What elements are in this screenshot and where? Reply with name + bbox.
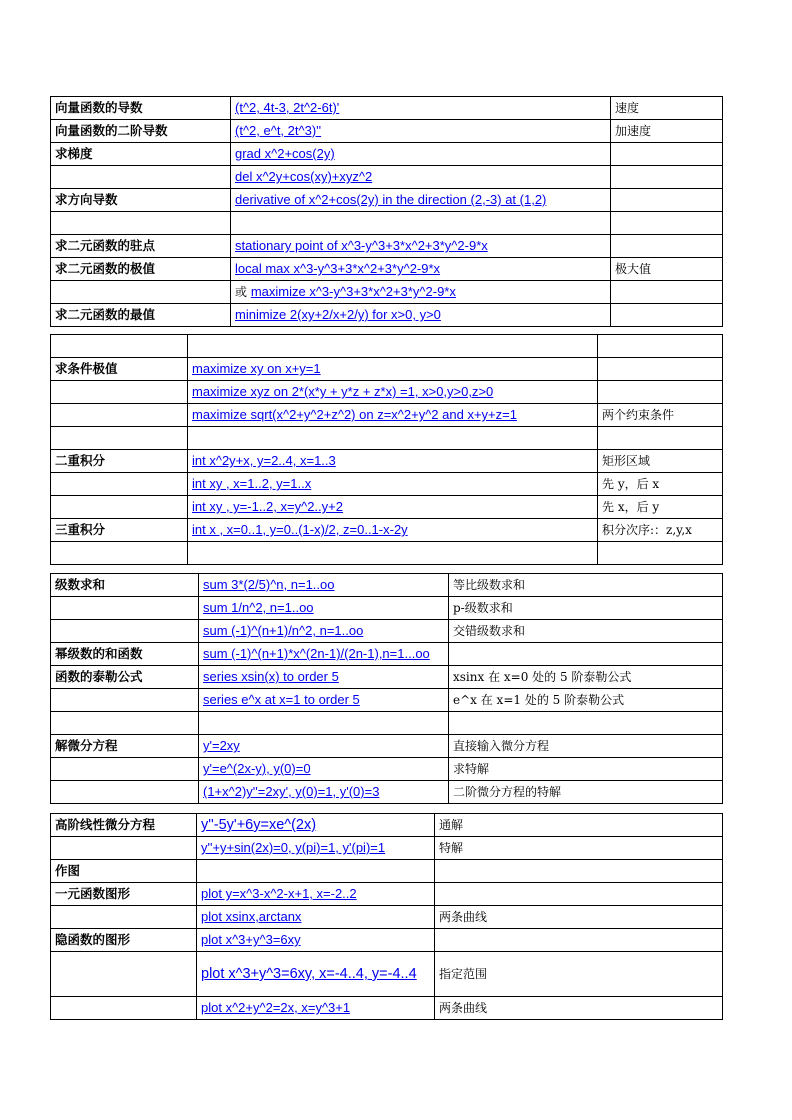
command-link[interactable]: sum 1/n^2, n=1..oo (203, 600, 314, 615)
note-cell: 等比级数求和 (449, 574, 723, 597)
topic-label (51, 906, 197, 929)
command-cell (188, 473, 598, 496)
command-link[interactable]: plot x^2+y^2=2x, x=y^3+1 (201, 1000, 351, 1015)
table-row (51, 166, 723, 189)
command-link[interactable]: (1+x^2)y''=2xy', y(0)=1, y'(0)=3 (203, 784, 380, 799)
topic-label (51, 758, 199, 781)
command-cell (231, 235, 611, 258)
note-cell: 加速度 (611, 120, 723, 143)
table-row (51, 120, 723, 143)
note-cell: 两条曲线 (435, 997, 723, 1020)
note-cell (611, 304, 723, 327)
note-cell: 通解 (435, 814, 723, 837)
table-row (51, 473, 723, 496)
command-cell (231, 143, 611, 166)
command-link[interactable]: (t^2, e^t, 2t^3)'' (235, 123, 322, 138)
command-cell (199, 574, 449, 597)
command-cell (188, 404, 598, 427)
note-cell (598, 381, 723, 404)
topic-label: 求梯度 (51, 143, 231, 166)
command-link[interactable]: plot x^3+y^3=6xy, x=-4..4, y=-4..4 (201, 966, 417, 982)
command-link[interactable]: series xsin(x) to order 5 (203, 669, 339, 684)
table-vector-calculus (50, 96, 723, 327)
topic-label (51, 212, 231, 235)
table-row (51, 735, 723, 758)
command-cell (197, 860, 435, 883)
note-cell (611, 189, 723, 212)
table-row (51, 952, 723, 997)
command-cell (231, 189, 611, 212)
table-row (51, 235, 723, 258)
command-cell (188, 542, 598, 565)
command-link[interactable]: int xy , y=-1..2, x=y^2..y+2 (192, 499, 343, 514)
table-row (51, 906, 723, 929)
note-cell (435, 860, 723, 883)
table-row (51, 712, 723, 735)
command-link[interactable]: int x^2y+x, y=2..4, x=1..3 (192, 453, 336, 468)
command-link[interactable]: int xy , x=1..2, y=1..x (192, 476, 312, 491)
note-cell: 矩形区域 (598, 450, 723, 473)
table-row (51, 519, 723, 542)
command-cell (199, 689, 449, 712)
note-cell: 两个约束条件 (598, 404, 723, 427)
topic-label: 求条件极值 (51, 358, 188, 381)
command-link[interactable]: derivative of x^2+cos(2y) in the direction (2,-3) at (1,2) (235, 192, 547, 207)
topic-label (51, 427, 188, 450)
note-cell (449, 643, 723, 666)
topic-label: 隐函数的图形 (51, 929, 197, 952)
command-cell (197, 814, 435, 837)
command-link[interactable]: series e^x at x=1 to order 5 (203, 692, 360, 707)
table-row (51, 574, 723, 597)
note-cell (598, 427, 723, 450)
note-cell: 求特解 (449, 758, 723, 781)
topic-label (51, 837, 197, 860)
command-cell (231, 281, 611, 304)
table-row (51, 381, 723, 404)
command-cell (199, 758, 449, 781)
command-cell (199, 643, 449, 666)
command-link[interactable]: plot xsinx,arctanx (201, 909, 302, 924)
command-cell (188, 496, 598, 519)
command-cell (188, 381, 598, 404)
table-row (51, 542, 723, 565)
note-cell (611, 235, 723, 258)
command-link[interactable]: minimize 2(xy+2/x+2/y) for x>0, y>0 (235, 307, 441, 322)
note-cell (598, 358, 723, 381)
topic-label: 三重积分 (51, 519, 188, 542)
command-cell (197, 906, 435, 929)
topic-label (51, 473, 188, 496)
topic-label: 一元函数图形 (51, 883, 197, 906)
note-cell: 积分次序:：z,y,x (598, 519, 723, 542)
table-row (51, 143, 723, 166)
command-link[interactable]: del x^2y+cos(xy)+xyz^2 (235, 169, 373, 184)
note-cell: e^x 在 x=1 处的 5 阶泰勒公式 (449, 689, 723, 712)
topic-label (51, 597, 199, 620)
command-cell (197, 837, 435, 860)
table-row (51, 597, 723, 620)
topic-label: 求方向导数 (51, 189, 231, 212)
or-prefix: 或 (235, 285, 251, 299)
topic-label (51, 620, 199, 643)
table-row (51, 212, 723, 235)
note-cell (435, 883, 723, 906)
note-cell: 直接输入微分方程 (449, 735, 723, 758)
command-link[interactable]: maximize xy on x+y=1 (192, 361, 321, 376)
topic-label: 二重积分 (51, 450, 188, 473)
command-cell (231, 166, 611, 189)
table-row (51, 335, 723, 358)
note-cell: 特解 (435, 837, 723, 860)
table-row (51, 620, 723, 643)
command-link[interactable]: sum 3*(2/5)^n, n=1..oo (203, 577, 335, 592)
command-link[interactable]: y'=2xy (203, 738, 240, 753)
note-cell: p-级数求和 (449, 597, 723, 620)
topic-label (51, 542, 188, 565)
command-cell (197, 929, 435, 952)
command-link[interactable]: local max x^3-y^3+3*x^2+3*y^2-9*x (235, 261, 441, 276)
table-row (51, 450, 723, 473)
command-link[interactable]: stationary point of x^3-y^3+3*x^2+3*y^2-9*x (235, 238, 488, 253)
table-row (51, 281, 723, 304)
command-cell (188, 450, 598, 473)
note-cell (435, 929, 723, 952)
command-link[interactable]: maximize xyz on 2*(x*y + y*z + z*x) =1, x>0,y>0,z>0 (192, 384, 494, 399)
topic-label: 高阶线性微分方程 (51, 814, 197, 837)
command-cell (231, 304, 611, 327)
topic-label (51, 404, 188, 427)
command-link[interactable]: y''+y+sin(2x)=0, y(pi)=1, y'(pi)=1 (201, 840, 386, 855)
table-row (51, 643, 723, 666)
command-cell (199, 597, 449, 620)
command-cell (188, 427, 598, 450)
note-cell (611, 212, 723, 235)
topic-label (51, 997, 197, 1020)
topic-label: 幂级数的和函数 (51, 643, 199, 666)
command-link[interactable]: plot y=x^3-x^2-x+1, x=-2..2 (201, 886, 357, 901)
topic-label: 函数的泰勒公式 (51, 666, 199, 689)
topic-label: 向量函数的导数 (51, 97, 231, 120)
command-cell (188, 358, 598, 381)
table-row (51, 97, 723, 120)
table-linear-ode-plotting (50, 813, 723, 1020)
command-link[interactable]: maximize x^3-y^3+3*x^2+3*y^2-9*x (250, 284, 456, 299)
table-row (51, 258, 723, 281)
note-cell: 先 y，后 x (598, 473, 723, 496)
table-row (51, 883, 723, 906)
note-cell: 速度 (611, 97, 723, 120)
command-link[interactable]: sum (-1)^(n+1)/n^2, n=1..oo (203, 623, 364, 638)
topic-label: 向量函数的二阶导数 (51, 120, 231, 143)
topic-label (51, 952, 197, 997)
topic-label: 级数求和 (51, 574, 199, 597)
note-cell: 两条曲线 (435, 906, 723, 929)
topic-label: 求二元函数的最值 (51, 304, 231, 327)
note-cell (598, 335, 723, 358)
note-cell (611, 166, 723, 189)
table-row (51, 427, 723, 450)
table-row (51, 837, 723, 860)
note-cell: 先 x，后 y (598, 496, 723, 519)
command-link[interactable]: grad x^2+cos(2y) (235, 146, 335, 161)
command-cell (188, 519, 598, 542)
table-row (51, 781, 723, 804)
note-cell (449, 712, 723, 735)
command-cell (188, 335, 598, 358)
table-row (51, 997, 723, 1020)
note-cell: 指定范围 (435, 952, 723, 997)
command-link[interactable]: y'=e^(2x-y), y(0)=0 (203, 761, 311, 776)
command-cell (231, 258, 611, 281)
note-cell: 极大值 (611, 258, 723, 281)
table-extrema-integrals (50, 334, 723, 565)
note-cell: 交错级数求和 (449, 620, 723, 643)
table-row (51, 189, 723, 212)
command-link[interactable]: (t^2, 4t-3, 2t^2-6t)' (235, 100, 340, 115)
topic-label: 求二元函数的极值 (51, 258, 231, 281)
table-row (51, 666, 723, 689)
topic-label (51, 381, 188, 404)
command-cell (197, 883, 435, 906)
topic-label (51, 166, 231, 189)
table-row (51, 758, 723, 781)
topic-label (51, 496, 188, 519)
note-cell: xsinx 在 x=0 处的 5 阶泰勒公式 (449, 666, 723, 689)
topic-label (51, 281, 231, 304)
note-cell (598, 542, 723, 565)
command-cell (197, 952, 435, 997)
command-link[interactable]: y''-5y'+6y=xe^(2x) (201, 817, 317, 833)
command-cell (199, 735, 449, 758)
command-cell (199, 620, 449, 643)
table-row (51, 358, 723, 381)
table-row (51, 304, 723, 327)
command-cell (199, 781, 449, 804)
topic-label (51, 781, 199, 804)
table-row (51, 404, 723, 427)
topic-label (51, 335, 188, 358)
note-cell (611, 143, 723, 166)
command-link[interactable]: maximize sqrt(x^2+y^2+z^2) on z=x^2+y^2 and x+y+z=1 (192, 407, 517, 422)
note-cell (611, 281, 723, 304)
command-cell (197, 997, 435, 1020)
command-link[interactable]: int x , x=0..1, y=0..(1-x)/2, z=0..1-x-2y (192, 522, 408, 537)
command-cell (199, 712, 449, 735)
note-cell: 二阶微分方程的特解 (449, 781, 723, 804)
topic-label (51, 712, 199, 735)
table-row (51, 814, 723, 837)
table-row (51, 860, 723, 883)
table-row (51, 496, 723, 519)
table-row (51, 689, 723, 712)
command-link[interactable]: plot x^3+y^3=6xy (201, 932, 301, 947)
command-cell (231, 212, 611, 235)
command-cell (231, 97, 611, 120)
table-series-ode (50, 573, 723, 804)
topic-label: 作图 (51, 860, 197, 883)
topic-label: 解微分方程 (51, 735, 199, 758)
topic-label (51, 689, 199, 712)
command-link[interactable]: sum (-1)^(n+1)*x^(2n-1)/(2n-1),n=1...oo (203, 646, 430, 661)
topic-label: 求二元函数的驻点 (51, 235, 231, 258)
table-row (51, 929, 723, 952)
command-cell (199, 666, 449, 689)
command-cell (231, 120, 611, 143)
